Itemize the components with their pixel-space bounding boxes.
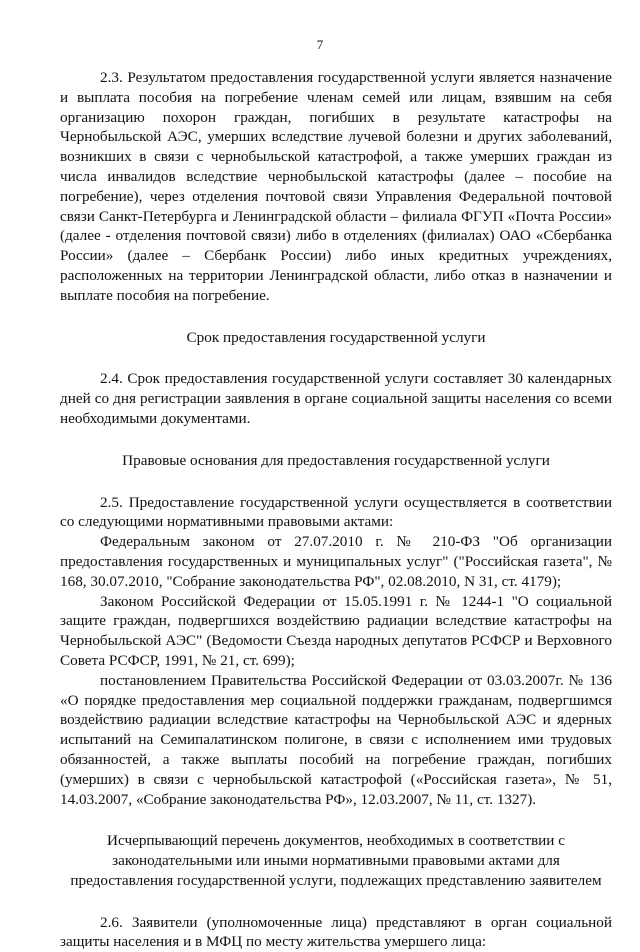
document-body [60, 68, 612, 952]
law-item-federal-210: Федеральным законом от 27.07.2010 г. № 210-ФЗ "Об организации предоставления государственных и муниципальных услуг" ("Российская газета", № 168, 30.07.2010, "Собрание законодательства РФ", 02.08.2010, N 31, ст. 4179); [60, 533, 612, 590]
law-item-government-136: постановлением Правительства Российской Федерации от 03.03.2007г. № 136 «О порядке предоставления мер социальной поддержки гражданам, подвергшимся воздействию радиации вследствие катастрофы на Чернобыльской АЭС и ядерных испытаний на Семипалатинском полигоне, в связи с исполнением ими трудовых обязанностей, а также выплаты пособий на погребение граждан, погибших (умерших) в связи с чернобыльской катастрофой («Российская газета», № 51, 14.03.2007, «Собрание законодательства РФ», 12.03.2007, № 11, ст. 1327). [60, 671, 612, 808]
law-item-rf-1244: Законом Российской Федерации от 15.05.1991 г. № 1244-1 "О социальной защите граждан, подвергшихся воздействию радиации вследствие катастрофы на Чернобыльской АЭС" (Ведомости Съезда народных депутатов РСФСР и Верховного Совета РСФСР, 1991, № 21, ст. 699); [60, 592, 612, 669]
heading-legal-grounds: Правовые основания для предоставления государственной услуги [122, 451, 550, 469]
paragraph-2-5: 2.5. Предоставление государственной услуги осуществляется в соответствии со следующими нормативными правовыми актами: [60, 493, 612, 531]
heading-service-term: Срок предоставления государственной услуги [186, 328, 486, 346]
paragraph-2-6: 2.6. Заявители (уполномоченные лица) представляют в орган социальной защиты населения и в МФЦ по месту жительства умершего лица: [60, 913, 612, 951]
paragraph-2-4: 2.4. Срок предоставления государственной услуги составляет 30 календарных дней со дня регистрации заявления в органе социальной защиты населения со всеми необходимыми документами. [60, 370, 612, 427]
heading-documents-list: Исчерпывающий перечень документов, необходимых в соответствии с законодательными или иными нормативными правовыми актами для предоставления государственной услуги, подлежащих представлению заявителем [70, 832, 602, 889]
paragraph-2-3: 2.3. Результатом предоставления государственной услуги является назначение и выплата пособия на погребение членам семей или лицам, взявшим на себя организацию похорон граждан, погибших в результате катастрофы на Чернобыльской АЭС, умерших вследствие лучевой болезни и других заболеваний, возникших в связи с чернобыльской катастрофой, а также умерших граждан из числа инвалидов вследствие чернобыльской катастрофы (далее – пособие на погребение), через отделения почтовой связи Управления Федеральной почтовой связи Санкт-Петербурга и Ленинградской области – филиала ФГУП «Почта России» (далее - отделения почтовой связи) либо в отделениях (филиалах) ОАО «Сбербанка России» (далее – Сбербанк России) либо иных кредитных учреждениях, расположенных на территории Ленинградской области, либо отказ в назначении и выплате пособия на погребение. [60, 69, 612, 304]
page-number: 7 [316, 37, 324, 52]
